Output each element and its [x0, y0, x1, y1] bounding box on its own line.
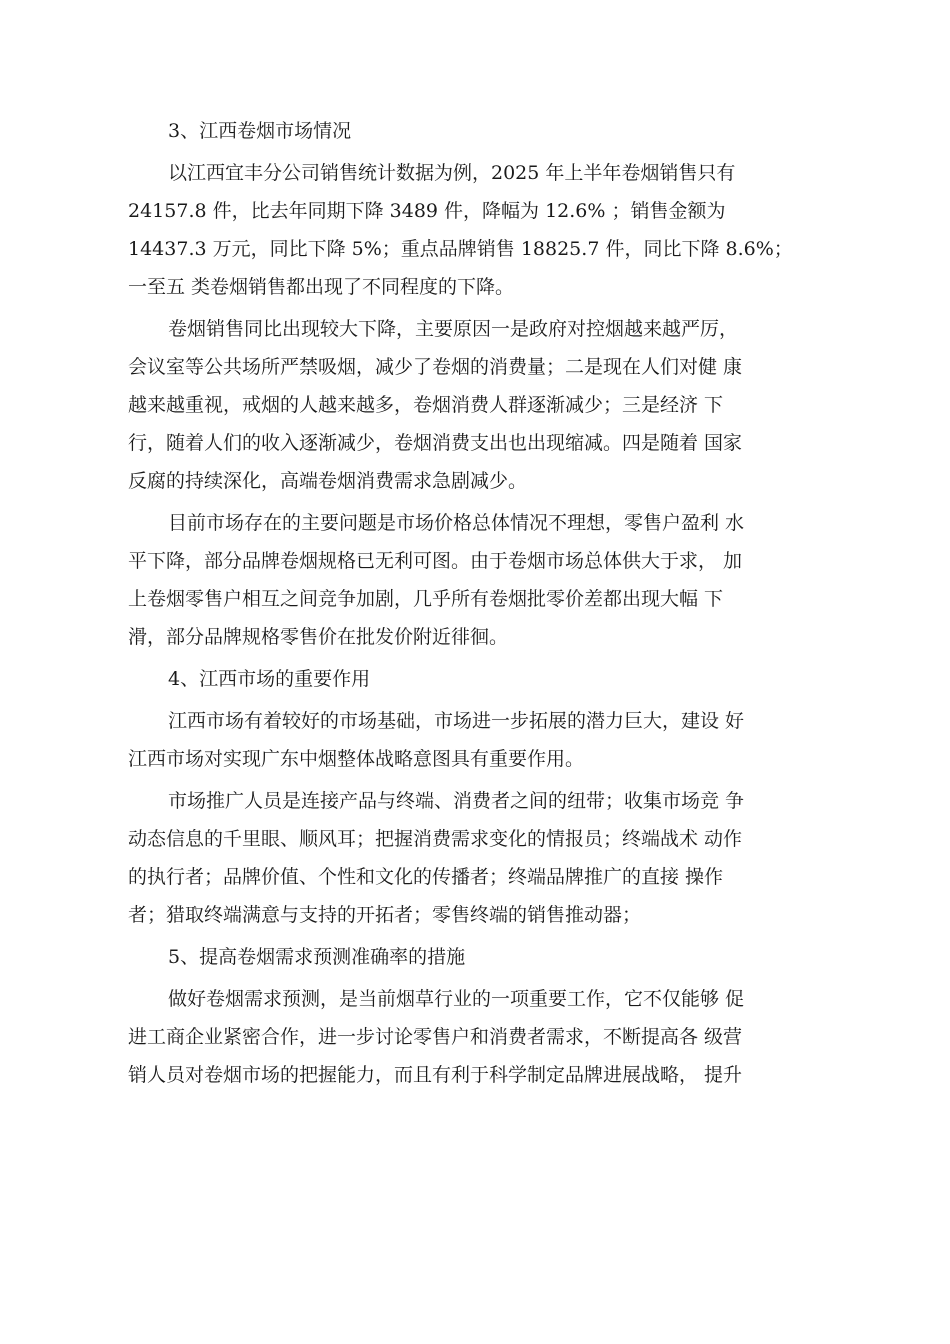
paragraph — [128, 980, 832, 1094]
paragraph-line: 以江西宜丰分公司销售统计数据为例，2025 年上半年卷烟销售只有 — [168, 162, 736, 184]
paragraph-line: 24157.8 件，比去年同期下降 3489 件，降幅为 12.6% ；销售金额为 — [128, 200, 726, 222]
paragraph-line: 卷烟销售同比出现较大下降，主要原因一是政府对控烟越来越严厉， — [168, 318, 739, 340]
paragraph — [128, 310, 832, 500]
paragraph-line: 滑，部分品牌规格零售价在批发价附近徘徊。 — [128, 626, 509, 648]
section-heading: 3、江西卷烟市场情况 — [168, 120, 352, 142]
paragraph-line: 动态信息的千里眼、顺风耳；把握消费需求变化的情报员；终端战术 动作 — [128, 828, 743, 850]
paragraph-line: 平下降，部分品牌卷烟规格已无利可图。由于卷烟市场总体供大于求， 加 — [128, 550, 743, 572]
paragraph — [128, 702, 832, 778]
paragraph-line: 的执行者；品牌价值、个性和文化的传播者；终端品牌推广的直接 操作 — [128, 866, 724, 888]
paragraph-line: 一至五 类卷烟销售都出现了不同程度的下降。 — [128, 276, 515, 298]
section-heading: 5、提高卷烟需求预测准确率的措施 — [168, 946, 466, 968]
paragraph-line: 者；猎取终端满意与支持的开拓者；零售终端的销售推动器； — [128, 904, 642, 926]
paragraph-line: 行，随着人们的收入逐渐减少，卷烟消费支出也出现缩减。四是随着 国家 — [128, 432, 743, 454]
section-3 — [128, 112, 832, 656]
paragraph — [128, 782, 832, 934]
document-body — [128, 112, 832, 1094]
paragraph-line: 做好卷烟需求预测，是当前烟草行业的一项重要工作，它不仅能够 促 — [168, 988, 745, 1010]
paragraph-line: 会议室等公共场所严禁吸烟，减少了卷烟的消费量；二是现在人们对健 康 — [128, 356, 743, 378]
paragraph-line: 反腐的持续深化，高端卷烟消费需求急剧减少。 — [128, 470, 528, 492]
paragraph-line: 销人员对卷烟市场的把握能力，而且有利于科学制定品牌进展战略， 提升 — [128, 1064, 743, 1086]
paragraph-line: 目前市场存在的主要问题是市场价格总体情况不理想，零售户盈利 水 — [168, 512, 745, 534]
section-5 — [128, 938, 832, 1094]
paragraph-line: 市场推广人员是连接产品与终端、消费者之间的纽带；收集市场竞 争 — [168, 790, 745, 812]
paragraph — [128, 154, 832, 306]
paragraph-line: 14437.3 万元，同比下降 5%；重点品牌销售 18825.7 件，同比下降 8.6%； — [128, 238, 793, 260]
section-4 — [128, 660, 832, 934]
paragraph-line: 上卷烟零售户相互之间竞争加剧，几乎所有卷烟批零价差都出现大幅 下 — [128, 588, 724, 610]
paragraph-line: 进工商企业紧密合作，进一步讨论零售户和消费者需求，不断提高各 级营 — [128, 1026, 743, 1048]
paragraph — [128, 504, 832, 656]
section-heading: 4、江西市场的重要作用 — [168, 668, 371, 690]
paragraph-line: 越来越重视，戒烟的人越来越多，卷烟消费人群逐渐减少；三是经济 下 — [128, 394, 724, 416]
paragraph-line: 江西市场对实现广东中烟整体战略意图具有重要作用。 — [128, 748, 585, 770]
paragraph-line: 江西市场有着较好的市场基础，市场进一步拓展的潜力巨大，建设 好 — [168, 710, 745, 732]
